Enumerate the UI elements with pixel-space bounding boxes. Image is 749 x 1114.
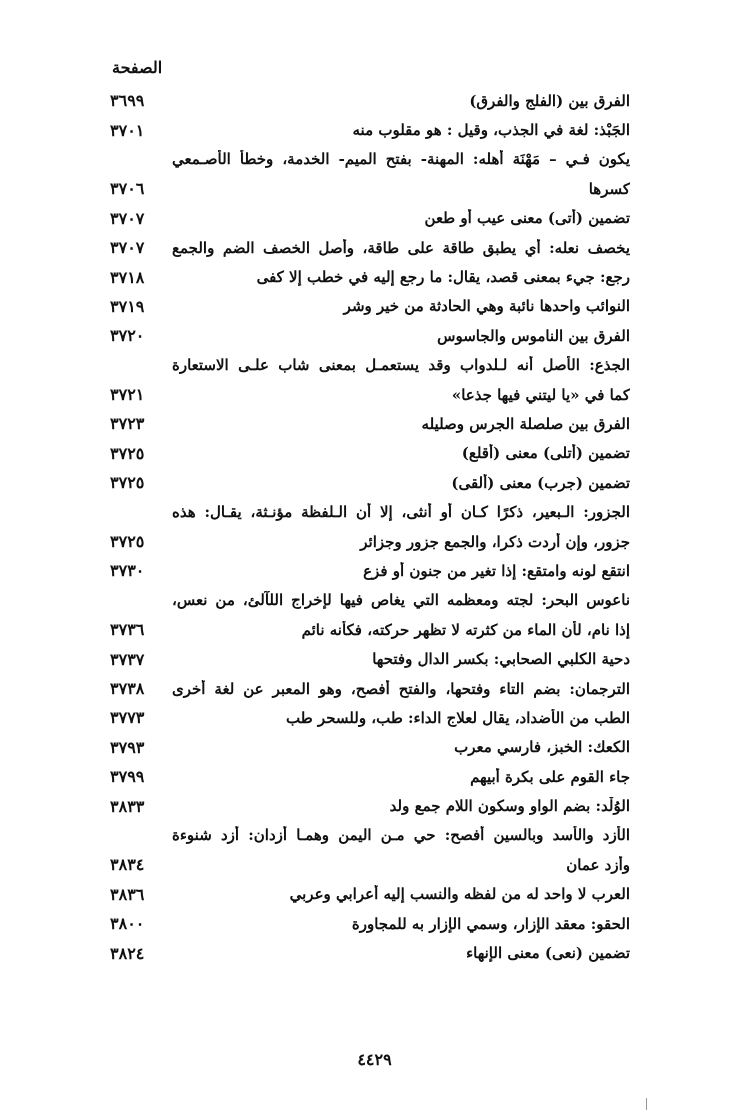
- entry-page-number: ٣٧٣٦: [110, 620, 145, 640]
- entry-text: الحقو: معقد الإزار، وسمي الإزار به للمجاورة: [351, 914, 630, 933]
- entry-text: الجزور: الـبعير، ذكرًا كـان أو أنثى، إلا أن الـلفظة مؤنـثة، يقـال: هذه: [172, 503, 630, 522]
- entry-text: الكعك: الخبز، فارسي معرب: [454, 738, 630, 757]
- index-entry-row: [110, 86, 630, 115]
- entry-text: انتقع لونه وامتقع: إذا تغير من جنون أو فزع: [363, 561, 630, 580]
- entry-page-number: ٣٧٠١: [110, 120, 145, 140]
- entry-page-number: ٣٧٣٧: [110, 649, 145, 669]
- entry-text: كسرها: [588, 179, 630, 198]
- entry-page-number: ٣٧٣٠: [110, 561, 145, 581]
- entry-page-number: ٣٧٢٣: [110, 414, 145, 434]
- index-entry-row: [110, 351, 630, 380]
- page-edge-mark: [646, 1098, 657, 1110]
- entry-text: الفرق بين (الفلج والفرق): [469, 91, 630, 110]
- entry-page-number: ٣٧٧٣: [110, 708, 145, 728]
- index-entry-row: [110, 909, 630, 938]
- index-entry-row: [110, 586, 630, 615]
- entry-text: يكون فـي – مَهْنَة أهله: المهنة- بفتح الميم- الخدمة، وخطأ الأصـمعي: [172, 150, 630, 169]
- entry-text: وأزد عمان: [566, 855, 630, 874]
- index-entry-row: [110, 644, 630, 673]
- entry-text: ناعوس البحر: لجته ومعظمه التي يغاص فيها لإخراج اللآلئ، من نعس،: [172, 591, 630, 610]
- entry-text: دحية الكلبي الصحابي: بكسر الدال وفتحها: [372, 650, 630, 669]
- entry-page-number: ٣٧٢٥: [110, 473, 145, 493]
- index-entry-row: [110, 880, 630, 909]
- index-entry-row: [110, 321, 630, 350]
- entry-text: تضمين (أتلى) معنى (أقلع): [461, 444, 630, 463]
- entry-page-number: ٣٧٢٥: [110, 443, 145, 463]
- page-number: ٤٤٢٩: [357, 1050, 392, 1069]
- index-entry-row: [110, 615, 630, 644]
- entry-page-number: ٣٧٠٦: [110, 179, 145, 199]
- index-entry-row: [110, 262, 630, 291]
- entry-text: الوُلْد: بضم الواو وسكون اللام جمع ولد: [389, 797, 630, 816]
- entry-page-number: ٣٧٩٩: [110, 767, 145, 787]
- entry-text: جاء القوم على بكرة أبيهم: [470, 767, 630, 786]
- index-entry-row: [110, 292, 630, 321]
- index-entry-row: [110, 497, 630, 526]
- entry-text: تضمين (نعى) معنى الإنهاء: [466, 944, 630, 963]
- entry-text: الترجمان: بضم التاء وفتحها، والفتح أفصح، وهو المعبر عن لغة أخرى: [172, 679, 630, 698]
- index-entry-row: [110, 850, 630, 879]
- entry-page-number: ٣٧١٨: [110, 267, 145, 287]
- index-entry-row: [110, 145, 630, 174]
- index-entry-row: [110, 468, 630, 497]
- index-entry-row: [110, 204, 630, 233]
- index-entry-row: [110, 174, 630, 203]
- entry-page-number: ٣٨٣٦: [110, 884, 145, 904]
- entry-text: الطب من الأضداد، يقال لعلاج الداء: طب، وللسحر طب: [286, 708, 630, 727]
- entry-text: الأزد والأُسد وبالسين أفصح: حي مـن اليمن وهمـا أزدان: أزد شنوءة: [172, 826, 630, 845]
- entry-text: الفرق بين صلصلة الجرس وصليله: [421, 414, 630, 433]
- index-entry-row: [110, 115, 630, 144]
- entry-page-number: ٣٧٢١: [110, 385, 145, 405]
- entry-text: الجَبْذ: لغة في الجذب، وقيل : هو مقلوب منه: [352, 121, 630, 140]
- entry-page-number: ٣٧١٩: [110, 296, 145, 316]
- index-entry-row: [110, 380, 630, 409]
- entry-page-number: ٣٨٣٣: [110, 796, 145, 816]
- entry-text: الفرق بين الناموس والجاسوس: [437, 326, 630, 345]
- entry-page-number: ٣٧٣٨: [110, 679, 145, 698]
- entry-page-number: ٣٧٢٥: [110, 532, 145, 552]
- entry-page-number: ٣٧٠٧: [110, 238, 145, 258]
- entry-text: الجذع: الأصل أنه لـلدواب وقد يستعمـل بمعنى شاب علـى الاستعارة: [172, 356, 630, 375]
- entry-text: العرب لا واحد له من لفظه والنسب إليه أعرابي وعربي: [289, 885, 630, 904]
- entry-text: رجع: جيء بمعنى قصد، يقال: ما رجع إليه في خطب إلا كفى: [256, 268, 630, 287]
- entry-text: تضمين (جرب) معنى (ألقى): [451, 473, 630, 492]
- page-column-header: الصفحة: [112, 58, 163, 77]
- entry-text: جزور، وإن أردت ذكرا، والجمع جزور وجزائر: [360, 532, 630, 551]
- entry-text: يخصف نعله: أي يطبق طاقة على طاقة، وأصل الخصف الضم والجمع: [172, 238, 630, 257]
- entry-page-number: ٣٦٩٩: [110, 91, 145, 111]
- index-entries: [110, 86, 630, 968]
- entry-page-number: ٣٧٩٣: [110, 737, 145, 757]
- entry-text: إذا نام، لأن الماء من كثرته لا تظهر حركته، فكأنه نائم: [301, 620, 630, 639]
- index-entry-row: [110, 527, 630, 556]
- entry-page-number: ٣٧٢٠: [110, 326, 145, 346]
- index-entry-row: [110, 762, 630, 791]
- entry-page-number: ٣٨٢٤: [110, 943, 145, 963]
- entry-text: كما في «يا ليتني فيها جذعا»: [451, 385, 630, 404]
- index-entry-row: [110, 233, 630, 262]
- index-entry-row: [110, 703, 630, 732]
- index-entry-row: [110, 674, 630, 703]
- entry-page-number: ٣٨٠٠: [110, 914, 145, 934]
- entry-text: النوائب واحدها نائبة وهي الحادثة من خير وشر: [343, 297, 630, 316]
- entry-page-number: ٣٧٠٧: [110, 208, 145, 228]
- index-entry-row: [110, 409, 630, 438]
- entry-text: تضمين (أتى) معنى عيب أو طعن: [424, 209, 630, 228]
- index-entry-row: [110, 439, 630, 468]
- index-entry-row: [110, 791, 630, 820]
- index-entry-row: [110, 556, 630, 585]
- index-entry-row: [110, 733, 630, 762]
- entry-page-number: ٣٨٣٤: [110, 855, 145, 875]
- index-entry-row: [110, 938, 630, 967]
- index-entry-row: [110, 821, 630, 850]
